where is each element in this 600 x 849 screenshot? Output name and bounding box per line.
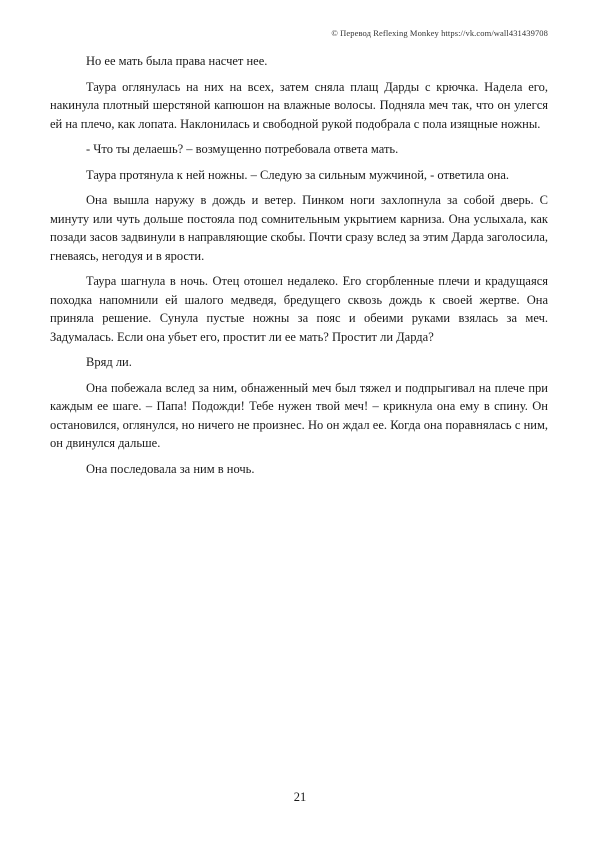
paragraph: Таура протянула к ней ножны. – Следую за сильным мужчиной, - ответила она. [86,167,510,182]
paragraph: Она вышла наружу в дождь и ветер. Пинком ноги захлопнула за собой дверь. С минуту или чуть дольше постояла под сомнительным укрытием карниза. Она услыхала, как позади засов задвинули в направляющие скобы. Почти сразу вслед за этим Дарда заголосила, гневаясь, негодуя и в ярости. [50,193,548,263]
paragraph: Таура оглянулась на них на всех, затем сняла плащ Дарды с крючка. Надела его, накинула плотный шерстяной капюшон на влажные волосы. Подняла меч так, что он улегся ей на плечо, как лопата. Наклонилась и свободной рукой подобрала с пола изящные ножны. [50,79,548,131]
paragraph: Она последовала за ним в ночь. [86,461,255,476]
paragraph: Она побежала вслед за ним, обнаженный меч был тяжел и подпрыгивал на плече при каждым ее шаге. – Папа! Подожди! Тебе нужен твой меч! – крикнула она ему в спину. Он остановился, оглянулся, но ничего не произнес. Но он ждал ее. Когда она поравнялась с ним, он двинулся дальше. [50,380,548,450]
page-body [50,52,548,485]
translation-credit: © Перевод Reflexing Monkey https://vk.com/wall431439708 [331,28,548,38]
paragraph: Но ее мать была права насчет нее. [86,54,268,68]
page-number: 21 [293,790,307,804]
paragraph: Вряд ли. [86,355,132,369]
paragraph: - Что ты делаешь? – возмущенно потребовала ответа мать. [86,142,399,156]
paragraph: Таура шагнула в ночь. Отец отошел недалеко. Его сгорбленные плечи и крадущаяся походка напомнили ей шалого медведя, бредущего сквозь дождь к своей жертве. Она приняла решение. Сунула пустые ножны за пояс и обеими руками взялась за меч. Задумалась. Если она убьет его, простит ли ее мать? Простит ли Дарда? [50,274,548,344]
